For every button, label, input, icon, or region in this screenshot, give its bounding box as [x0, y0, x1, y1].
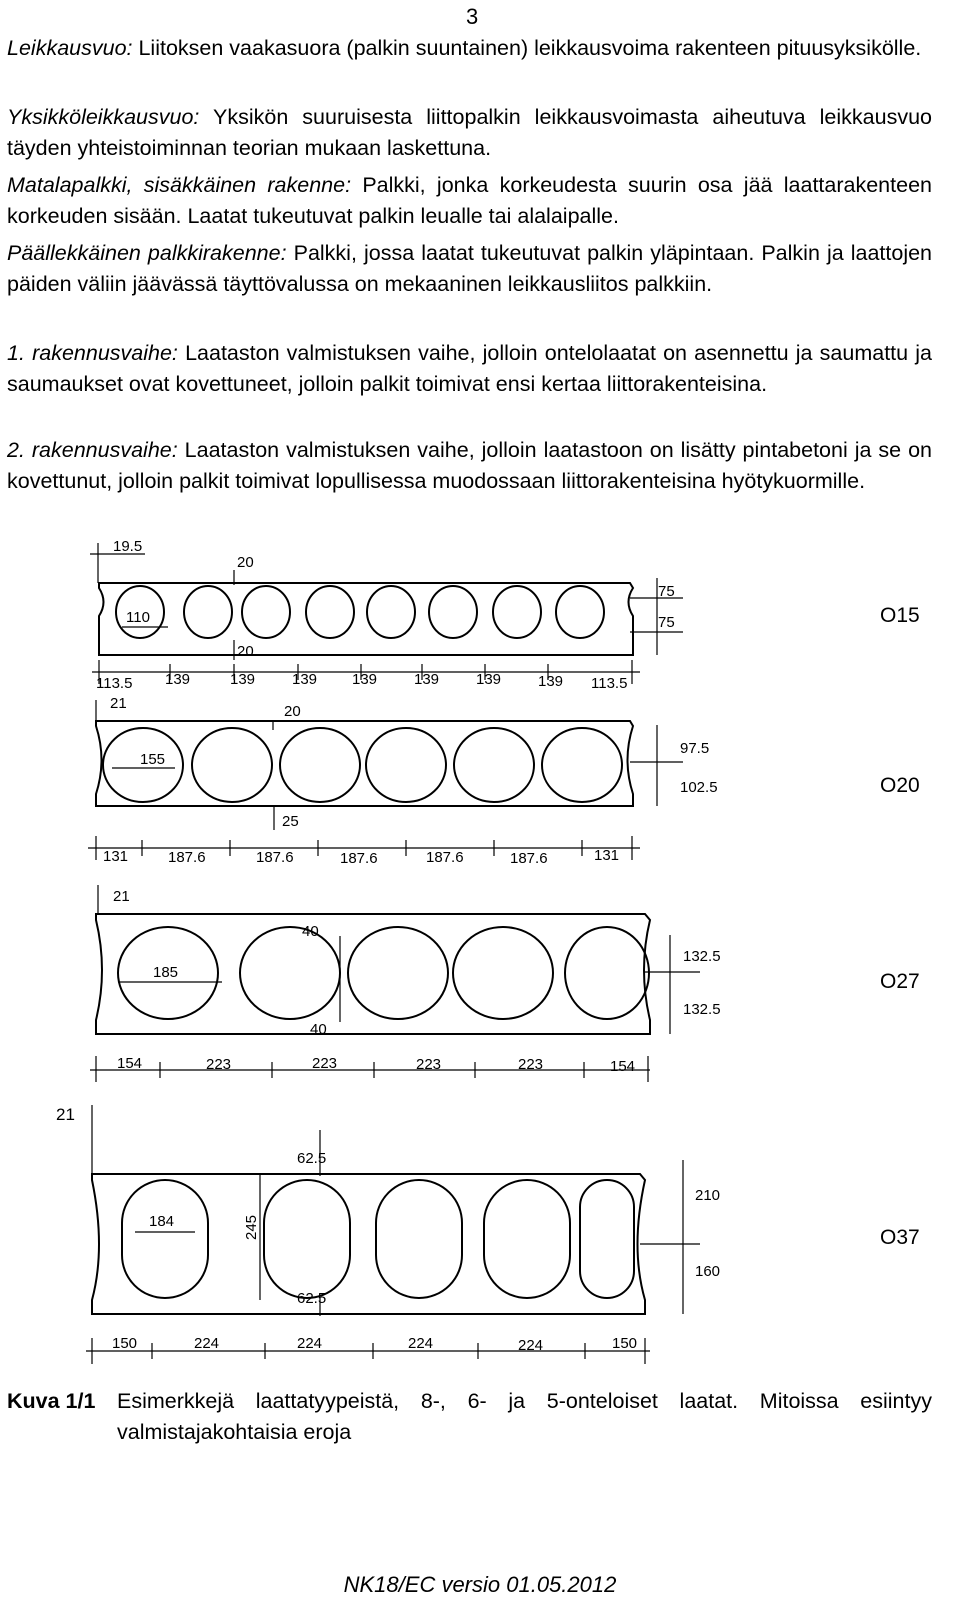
- dim-label: 223: [312, 1055, 338, 1072]
- dim-label: 113.5: [96, 675, 133, 692]
- dim-label: 102.5: [680, 779, 718, 796]
- dim-label: 139: [538, 673, 564, 690]
- dim-label: 223: [416, 1056, 442, 1073]
- dim-label: 62.5: [297, 1150, 327, 1167]
- figure-caption: [7, 1386, 932, 1448]
- definition-text: Laataston valmistuksen vaihe, jolloin laatastoon on lisätty pintabetoni ja se on kovettunut, jolloin palkit toimivat lopullisessa muodossaan liittorakenteisina hyötykuormille.: [7, 438, 932, 493]
- dim-label: 223: [518, 1056, 544, 1073]
- dim-label: 187.6: [168, 849, 206, 866]
- dim-label: 21: [113, 888, 130, 905]
- dim-label: 110: [126, 609, 150, 626]
- dim-label: 21: [56, 1105, 75, 1124]
- dim-label: 187.6: [256, 849, 294, 866]
- dim-label: 19.5: [113, 538, 143, 555]
- dim-label: 25: [282, 813, 299, 830]
- dim-label: 20: [237, 643, 254, 660]
- dim-label: 150: [612, 1335, 638, 1352]
- dim-label: 20: [284, 703, 301, 720]
- dim-label: 139: [230, 671, 256, 688]
- definition-text: Palkki, jossa laatat tukeutuvat palkin yläpintaan. Palkin ja laattojen päiden väliin jäävässä täyttövalussa on mekaaninen leikkausliitos palkkiin.: [7, 241, 933, 296]
- dim-label: 224: [518, 1337, 544, 1354]
- dim-label: 132.5: [683, 1001, 721, 1018]
- dim-label: 62.5: [297, 1290, 327, 1307]
- dim-label: 40: [302, 923, 319, 940]
- dim-label: 245: [243, 1214, 260, 1240]
- definition-text: Liitoksen vaakasuora (palkin suuntainen) leikkausvoima rakenteen pituusyksikölle.: [132, 36, 922, 60]
- dim-label: 132.5: [683, 948, 721, 965]
- dim-label: 224: [408, 1335, 434, 1352]
- dim-label: 20: [237, 554, 254, 571]
- definition-term: Matalapalkki, sisäkkäinen rakenne:: [7, 173, 352, 197]
- slab-type-label: O15: [880, 604, 920, 627]
- page-number: 3: [466, 4, 479, 29]
- definition-term: 1. rakennusvaihe:: [7, 341, 178, 365]
- dim-label: 224: [297, 1335, 323, 1352]
- dim-label: 139: [165, 671, 191, 688]
- dim-label: 184: [149, 1213, 175, 1230]
- definition-text: Palkki, jonka korkeudesta suurin osa jää laattarakenteen korkeuden sisään. Laatat tukeutuvat palkin leualle tai alalaipalle.: [7, 173, 932, 228]
- dim-label: 139: [476, 671, 502, 688]
- dim-label: 187.6: [426, 849, 464, 866]
- definition-term: Leikkausvuo:: [7, 36, 133, 60]
- dim-label: 187.6: [510, 850, 548, 867]
- dim-label: 131: [594, 847, 620, 864]
- page-footer: NK18/EC versio 01.05.2012: [343, 1572, 617, 1597]
- dim-label: 224: [194, 1335, 220, 1352]
- dim-label: 113.5: [591, 675, 628, 692]
- dim-label: 139: [292, 671, 318, 688]
- definition-term: Päällekkäinen palkkirakenne:: [7, 241, 287, 265]
- definition-text: Laataston valmistuksen vaihe, jolloin ontelolaatat on asennettu ja saumattu ja saumaukset ovat kovettuneet, jolloin palkit toimivat ensi kertaa liittorakenteisina.: [7, 341, 932, 396]
- dim-label: 154: [117, 1055, 143, 1072]
- dim-label: 40: [310, 1021, 327, 1038]
- caption-text: Esimerkkejä laattatyypeistä, 8-, 6- ja 5-onteloiset laatat. Mitoissa esiintyy valmistajakohtaisia eroja: [117, 1389, 932, 1444]
- dim-label: 185: [153, 964, 179, 981]
- slab-o37-drawing: [92, 1174, 645, 1314]
- dim-label: 139: [352, 671, 378, 688]
- dim-label: 154: [610, 1058, 636, 1075]
- slab-o27-drawing: [96, 914, 650, 1034]
- dim-label: 210: [695, 1187, 721, 1204]
- dim-label: 131: [103, 848, 129, 865]
- slab-o15-drawing: [99, 583, 633, 655]
- dim-label: 223: [206, 1056, 232, 1073]
- definition-term: Yksikköleikkausvuo:: [7, 105, 200, 129]
- slab-type-label: O37: [880, 1226, 920, 1249]
- dim-label: 155: [140, 751, 166, 768]
- slab-type-label: O20: [880, 774, 920, 797]
- dim-label: 97.5: [680, 740, 710, 757]
- dim-label: 21: [110, 695, 127, 712]
- dim-label: 139: [414, 671, 440, 688]
- dim-label: 160: [695, 1263, 721, 1280]
- dim-label: 187.6: [340, 850, 378, 867]
- dim-label: 150: [112, 1335, 138, 1352]
- slab-o20-drawing: [96, 721, 633, 806]
- dim-label: 75: [658, 583, 675, 600]
- caption-label: Kuva 1/1: [7, 1389, 96, 1413]
- definition-text: Yksikön suuruisesta liittopalkin leikkausvoimasta aiheutuva leikkausvuo täyden yhteistoiminnan teorian mukaan laskettuna.: [7, 105, 932, 160]
- slab-type-label: O27: [880, 970, 920, 993]
- dim-label: 75: [658, 614, 675, 631]
- definition-term: 2. rakennusvaihe:: [7, 438, 178, 462]
